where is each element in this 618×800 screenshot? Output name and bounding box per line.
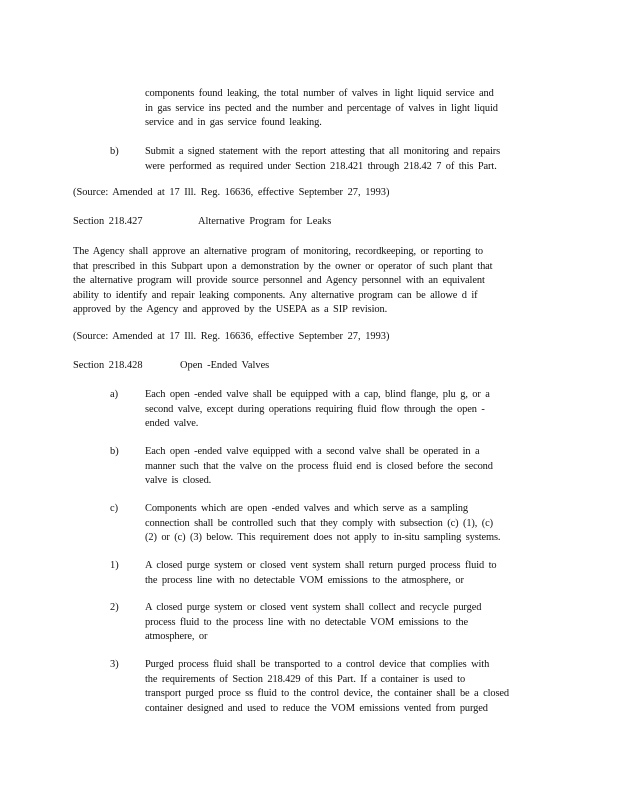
item-label: 1) <box>110 560 119 571</box>
paragraph-line: connection shall be controlled such that they comply with subsection (c) (1), (c) <box>145 517 494 529</box>
paragraph-line: The Agency shall approve an alternative program of monitoring, recordkeeping, or reporting to <box>73 246 483 257</box>
paragraph-line: the requirements of Section 218.429 of this Part. If a container is used to <box>145 673 466 685</box>
paragraph-line: atmosphere, or <box>145 631 208 642</box>
paragraph-line: that prescribed in this Subpart upon a demonstration by the owner or operator of such plant that <box>73 260 493 272</box>
paragraph-line: Purged process fluid shall be transported to a control device that complies with <box>145 659 490 670</box>
item-label: b) <box>110 146 119 157</box>
source-note: (Source: Amended at 17 Ill. Reg. 16636, effective September 27, 1993) <box>73 187 390 198</box>
paragraph-line: (2) or (c) (3) below. This requirement does not apply to in-situ sampling systems. <box>145 532 501 543</box>
item-3-paragraph <box>145 658 537 716</box>
paragraph-line: container designed and used to reduce the VOM emissions vented from purged <box>145 702 488 714</box>
paragraph-line: valve is closed. <box>145 475 212 486</box>
item-label: b) <box>110 446 119 457</box>
item-b-paragraph <box>145 145 528 174</box>
paragraph-line: service and in gas service found leaking. <box>145 117 322 128</box>
item-label: 3) <box>110 659 119 670</box>
section-heading-218-428 <box>73 359 533 374</box>
paragraph-line: manner such that the valve on the process fluid end is closed before the second <box>145 460 493 472</box>
item-label: 2) <box>110 602 119 613</box>
section-title: Alternative Program for Leaks <box>198 216 332 227</box>
paragraph-line: components found leaking, the total number of valves in light liquid service and <box>145 88 494 99</box>
paragraph-line: the process line with no detectable VOM emissions to the atmosphere, or <box>145 574 464 586</box>
paragraph-line: the alternative program will provide source personnel and Agency personnel with an equivalent <box>73 275 485 286</box>
paragraph-line: process fluid to the process line with no detectable VOM emissions to the <box>145 616 468 628</box>
item-c-paragraph <box>145 502 535 546</box>
paragraph-line: Submit a signed statement with the report attesting that all monitoring and repairs <box>145 146 501 157</box>
paragraph-line: A closed purge system or closed vent system shall collect and recycle purged <box>145 602 482 613</box>
paragraph-line: approved by the Agency and approved by the USEPA as a SIP revision. <box>73 304 388 315</box>
section-number: Section 218.427 <box>73 216 143 227</box>
paragraph-line: A closed purge system or closed vent system shall return purged process fluid to <box>145 560 497 571</box>
paragraph-line: Components which are open -ended valves and which serve as a sampling <box>145 503 468 514</box>
section-heading-218-427 <box>73 215 533 230</box>
section-title: Open -Ended Valves <box>180 360 270 371</box>
item-label: c) <box>110 503 119 514</box>
item-label: a) <box>110 389 119 400</box>
paragraph-line: ended valve. <box>145 418 199 429</box>
item-1-paragraph <box>145 559 535 588</box>
paragraph-line: in gas service ins pected and the number and percentage of valves in light liquid <box>145 102 498 114</box>
section-427-paragraph <box>73 245 533 318</box>
paragraph-line: ability to identify and repair leaking components. Any alternative program can be allowe d if <box>73 289 478 301</box>
paragraph-line: Each open -ended valve shall be equipped with a cap, blind flange, plu g, or a <box>145 389 490 400</box>
paragraph-line: second valve, except during operations requiring fluid flow through the open - <box>145 403 485 415</box>
section-number: Section 218.428 <box>73 360 143 371</box>
intro-continuation-paragraph <box>145 87 528 131</box>
item-a-paragraph <box>145 388 528 432</box>
paragraph-line: were performed as required under Section 218.421 through 218.42 7 of this Part. <box>145 160 497 172</box>
paragraph-line: transport purged proce ss fluid to the control device, the container shall be a closed <box>145 688 510 699</box>
source-note: (Source: Amended at 17 Ill. Reg. 16636, effective September 27, 1993) <box>73 331 390 342</box>
item-b-paragraph <box>145 445 528 489</box>
paragraph-line: Each open -ended valve equipped with a second valve shall be operated in a <box>145 446 480 457</box>
item-2-paragraph <box>145 601 535 645</box>
